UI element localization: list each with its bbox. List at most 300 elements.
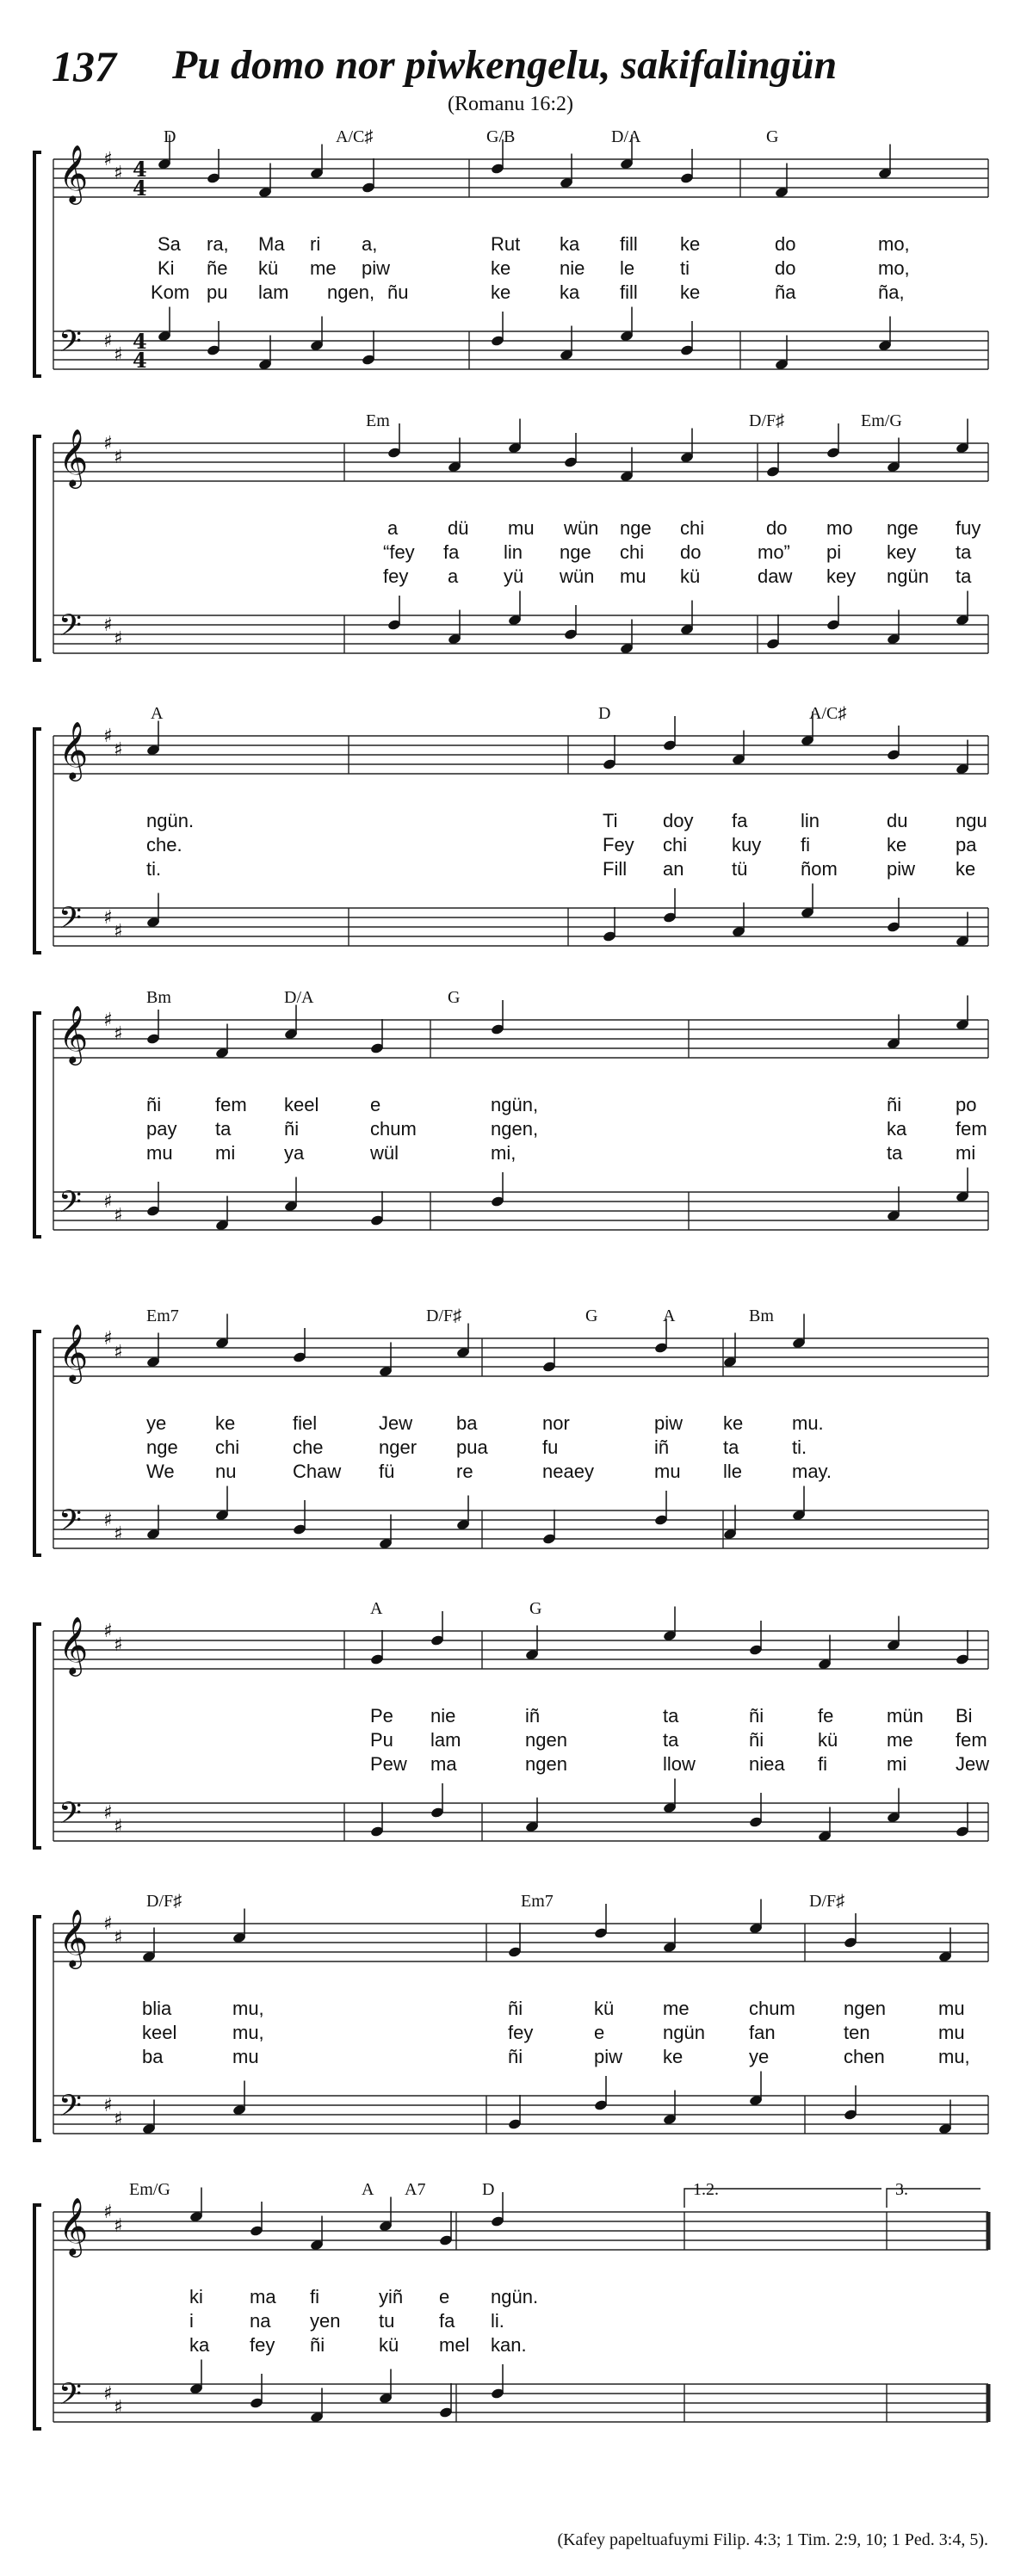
lyric-syllable: ka bbox=[189, 2334, 210, 2356]
lyric-syllable: ngen bbox=[844, 1998, 886, 2019]
key-sharp-icon: ♯ bbox=[103, 1328, 113, 1350]
lyric-syllable: lin bbox=[801, 810, 820, 831]
chord-symbol: D/A bbox=[284, 988, 314, 1007]
lyric-line-2 bbox=[0, 1436, 1033, 1459]
lyric-line-2 bbox=[0, 257, 1033, 280]
chord-symbol: A bbox=[362, 2180, 374, 2199]
lyric-syllable: mu bbox=[938, 2022, 965, 2043]
key-sharp-icon: ♯ bbox=[114, 2109, 123, 2130]
lyric-syllable: ya bbox=[284, 1142, 305, 1164]
system-5 bbox=[0, 1308, 1033, 1566]
lyric-line-2 bbox=[0, 1729, 1033, 1751]
lyric-syllable: an bbox=[663, 858, 684, 880]
lyric-syllable: ngen, bbox=[327, 281, 375, 303]
lyric-syllable: li. bbox=[491, 2310, 504, 2332]
lyric-line-3 bbox=[0, 1753, 1033, 1776]
key-sharp-icon: ♯ bbox=[103, 615, 113, 636]
bass-staff bbox=[53, 1168, 988, 1232]
lyric-syllable: tu bbox=[379, 2310, 395, 2332]
lyric-syllable: mu bbox=[620, 565, 646, 587]
scripture-reference: (Romanu 16:2) bbox=[448, 93, 573, 115]
lyric-syllable: fill bbox=[620, 233, 638, 255]
lyric-syllable: ñi bbox=[749, 1729, 764, 1751]
lyric-syllable: ke bbox=[680, 233, 701, 255]
lyric-syllable: ta bbox=[956, 541, 972, 563]
lyric-syllable: chum bbox=[749, 1998, 795, 2019]
lyric-line-1 bbox=[0, 517, 1033, 540]
system-7 bbox=[0, 1893, 1033, 2152]
lyric-syllable: ñi bbox=[508, 1998, 523, 2019]
lyric-syllable: mu. bbox=[792, 1412, 824, 1434]
lyric-syllable: chi bbox=[215, 1436, 240, 1458]
lyric-syllable: dü bbox=[448, 517, 469, 539]
key-sharp-icon: ♯ bbox=[103, 907, 113, 929]
lyric-syllable: lle bbox=[723, 1461, 743, 1482]
chord-symbol: D/F♯ bbox=[426, 1307, 462, 1325]
lyric-line-1 bbox=[0, 1705, 1033, 1727]
lyric-syllable: pua bbox=[456, 1436, 488, 1458]
lyric-syllable: ti. bbox=[146, 858, 162, 880]
lyric-syllable: fu bbox=[542, 1436, 559, 1458]
lyric-syllable: fi bbox=[801, 834, 810, 856]
lyric-syllable: a, bbox=[362, 233, 378, 255]
key-sharp-icon: ♯ bbox=[103, 433, 113, 454]
lyric-syllable: che. bbox=[146, 834, 182, 856]
lyric-syllable: iñ bbox=[525, 1705, 541, 1727]
treble-staff bbox=[53, 419, 988, 490]
lyric-syllable: ka bbox=[560, 233, 580, 255]
lyric-syllable: kuy bbox=[732, 834, 762, 856]
key-sharp-icon: ♯ bbox=[114, 1816, 123, 1838]
lyric-syllable: ba bbox=[456, 1412, 478, 1434]
lyric-syllable: a bbox=[387, 517, 399, 539]
lyric-syllable: mo bbox=[826, 517, 853, 539]
time-signature: 4 bbox=[133, 329, 147, 354]
lyric-syllable: ke bbox=[956, 858, 976, 880]
lyric-syllable: ke bbox=[491, 281, 511, 303]
lyric-syllable: ye bbox=[749, 2046, 770, 2067]
chord-symbol: A bbox=[151, 704, 164, 723]
lyric-syllable: re bbox=[456, 1461, 473, 1482]
time-signature: 4 bbox=[133, 176, 147, 201]
lyric-syllable: doy bbox=[663, 810, 694, 831]
lyric-syllable: Ki bbox=[158, 257, 175, 279]
lyric-syllable: ta bbox=[956, 565, 972, 587]
lyric-syllable: ñi bbox=[887, 1094, 902, 1115]
lyric-syllable: e bbox=[439, 2286, 450, 2307]
lyric-syllable: fem bbox=[956, 1118, 987, 1140]
chord-symbol: Em7 bbox=[146, 1307, 179, 1325]
lyric-syllable: chum bbox=[370, 1118, 417, 1140]
system-6 bbox=[0, 1601, 1033, 1859]
chord-symbol: D/F♯ bbox=[749, 411, 785, 430]
lyric-syllable: ke bbox=[215, 1412, 236, 1434]
volta-label: 1.2. bbox=[693, 2180, 719, 2199]
lyric-syllable: Pu bbox=[370, 1729, 393, 1751]
lyric-syllable: pi bbox=[826, 541, 842, 563]
lyric-syllable: fuy bbox=[956, 517, 981, 539]
lyric-syllable: mu, bbox=[232, 2022, 264, 2043]
lyric-line-3 bbox=[0, 1461, 1033, 1483]
bass-staff bbox=[53, 591, 988, 655]
lyric-syllable: a bbox=[448, 565, 459, 587]
lyric-syllable: mu, bbox=[938, 2046, 970, 2067]
lyric-syllable: mi bbox=[956, 1142, 976, 1164]
key-sharp-icon: ♯ bbox=[114, 163, 123, 184]
key-sharp-icon: ♯ bbox=[114, 344, 123, 366]
lyric-syllable: chi bbox=[620, 541, 645, 563]
chord-symbol: D bbox=[482, 2180, 495, 2199]
lyric-syllable: piw bbox=[887, 858, 916, 880]
chord-symbol: D bbox=[598, 704, 611, 723]
lyric-syllable: na bbox=[250, 2310, 271, 2332]
lyric-syllable: mi bbox=[887, 1753, 907, 1775]
treble-clef-icon: 𝄞 bbox=[59, 1908, 89, 1967]
system-4 bbox=[0, 990, 1033, 1248]
lyric-line-2 bbox=[0, 834, 1033, 856]
lyric-syllable: le bbox=[620, 257, 635, 279]
lyric-syllable: ngen bbox=[525, 1753, 567, 1775]
lyric-syllable: lam bbox=[430, 1729, 461, 1751]
lyric-syllable: fem bbox=[956, 1729, 987, 1751]
chord-symbol: G/B bbox=[486, 127, 516, 146]
lyric-syllable: pay bbox=[146, 1118, 177, 1140]
lyric-syllable: che bbox=[293, 1436, 324, 1458]
lyric-syllable: do bbox=[775, 257, 796, 279]
lyric-syllable: me bbox=[663, 1998, 690, 2019]
treble-clef-icon: 𝄞 bbox=[59, 1323, 89, 1381]
lyric-syllable: mo, bbox=[878, 233, 910, 255]
lyric-syllable: tü bbox=[732, 858, 748, 880]
lyric-syllable: nger bbox=[379, 1436, 418, 1458]
lyric-syllable: kü bbox=[818, 1729, 838, 1751]
lyric-syllable: Sa bbox=[158, 233, 181, 255]
lyric-syllable: lin bbox=[504, 541, 523, 563]
lyric-syllable: ri bbox=[310, 233, 321, 255]
key-sharp-icon: ♯ bbox=[114, 1523, 123, 1545]
lyric-syllable: Jew bbox=[956, 1753, 990, 1775]
treble-clef-icon: 𝄞 bbox=[59, 1004, 89, 1063]
lyric-syllable: ñom bbox=[801, 858, 838, 880]
lyric-syllable: Fill bbox=[603, 858, 628, 880]
chord-symbol: Em/G bbox=[129, 2180, 170, 2199]
bass-clef-icon: 𝄢 bbox=[59, 324, 83, 366]
chord-symbol: A bbox=[370, 1599, 383, 1618]
lyric-syllable: ñi bbox=[284, 1118, 300, 1140]
lyric-syllable: yü bbox=[504, 565, 524, 587]
lyric-syllable: ñi bbox=[508, 2046, 523, 2067]
hymn-number: 137 bbox=[52, 42, 116, 90]
lyric-syllable: ke bbox=[723, 1412, 744, 1434]
bass-clef-icon: 𝄢 bbox=[59, 2376, 83, 2418]
lyric-syllable: kü bbox=[379, 2334, 399, 2356]
lyric-syllable: nge bbox=[620, 517, 652, 539]
chord-symbol: Em7 bbox=[521, 1892, 554, 1911]
system-3 bbox=[0, 706, 1033, 964]
lyric-syllable: Bi bbox=[956, 1705, 973, 1727]
lyric-syllable: pa bbox=[956, 834, 977, 856]
lyric-syllable: ma bbox=[430, 1753, 457, 1775]
key-sharp-icon: ♯ bbox=[103, 726, 113, 747]
lyric-syllable: ke bbox=[491, 257, 511, 279]
lyric-syllable: yen bbox=[310, 2310, 341, 2332]
chord-symbol: D/F♯ bbox=[146, 1892, 182, 1911]
lyric-syllable: fa bbox=[732, 810, 748, 831]
lyric-syllable: ta bbox=[663, 1705, 679, 1727]
key-sharp-icon: ♯ bbox=[114, 628, 123, 650]
lyric-syllable: kan. bbox=[491, 2334, 527, 2356]
lyric-syllable: ngün. bbox=[491, 2286, 539, 2307]
lyric-syllable: “fey bbox=[383, 541, 415, 563]
key-sharp-icon: ♯ bbox=[114, 1023, 123, 1045]
key-sharp-icon: ♯ bbox=[103, 2202, 113, 2223]
lyric-line-2 bbox=[0, 541, 1033, 564]
bass-staff bbox=[53, 2072, 988, 2135]
lyric-syllable: mu, bbox=[232, 1998, 264, 2019]
chord-symbol: G bbox=[448, 988, 461, 1007]
lyric-syllable: nge bbox=[560, 541, 591, 563]
lyric-syllable: ñi bbox=[749, 1705, 764, 1727]
key-sharp-icon: ♯ bbox=[114, 1634, 123, 1656]
chord-symbol: A7 bbox=[405, 2180, 426, 2199]
lyric-syllable: Jew bbox=[379, 1412, 413, 1434]
lyric-syllable: kü bbox=[594, 1998, 615, 2019]
key-sharp-icon: ♯ bbox=[103, 2095, 113, 2116]
lyric-syllable: mün bbox=[887, 1705, 924, 1727]
lyric-syllable: llow bbox=[663, 1753, 696, 1775]
chord-symbol: A/C♯ bbox=[809, 704, 847, 723]
treble-staff bbox=[53, 135, 988, 206]
lyric-syllable: ki bbox=[189, 2286, 203, 2307]
lyric-line-3 bbox=[0, 2046, 1033, 2068]
lyric-line-1 bbox=[0, 233, 1033, 256]
key-sharp-icon: ♯ bbox=[114, 1205, 123, 1226]
treble-staff bbox=[53, 2188, 988, 2258]
lyric-syllable: e bbox=[594, 2022, 605, 2043]
lyric-syllable: Pe bbox=[370, 1705, 393, 1727]
lyric-syllable: fey bbox=[383, 565, 409, 587]
system-2 bbox=[0, 413, 1033, 671]
lyric-syllable: fiel bbox=[293, 1412, 318, 1434]
lyric-syllable: ña, bbox=[878, 281, 905, 303]
lyric-syllable: blia bbox=[142, 1998, 172, 2019]
lyric-line-3 bbox=[0, 565, 1033, 588]
lyric-line-3 bbox=[0, 281, 1033, 304]
key-sharp-icon: ♯ bbox=[114, 447, 123, 468]
chord-symbol: Bm bbox=[749, 1307, 774, 1325]
chord-symbol: Em/G bbox=[861, 411, 902, 430]
lyric-syllable: keel bbox=[284, 1094, 319, 1115]
lyric-line-3 bbox=[0, 1142, 1033, 1164]
key-sharp-icon: ♯ bbox=[103, 1913, 113, 1935]
lyric-syllable: chen bbox=[844, 2046, 885, 2067]
lyric-syllable: chi bbox=[663, 834, 688, 856]
treble-clef-icon: 𝄞 bbox=[59, 720, 89, 779]
lyric-syllable: i bbox=[189, 2310, 194, 2332]
treble-staff bbox=[53, 712, 988, 782]
key-sharp-icon: ♯ bbox=[114, 2215, 123, 2237]
lyric-line-1 bbox=[0, 1094, 1033, 1116]
lyric-syllable: fi bbox=[310, 2286, 319, 2307]
lyric-syllable: mi bbox=[215, 1142, 236, 1164]
lyric-syllable: mu bbox=[146, 1142, 173, 1164]
key-sharp-icon: ♯ bbox=[103, 1010, 113, 1031]
lyric-syllable: ke bbox=[887, 834, 907, 856]
lyric-syllable: wül bbox=[370, 1142, 399, 1164]
bass-clef-icon: 𝄢 bbox=[59, 2088, 83, 2130]
lyric-syllable: do bbox=[680, 541, 702, 563]
lyric-syllable: fa bbox=[443, 541, 460, 563]
lyric-syllable: ñu bbox=[387, 281, 409, 303]
bass-clef-icon: 𝄢 bbox=[59, 1503, 83, 1545]
bass-clef-icon: 𝄢 bbox=[59, 900, 83, 942]
key-sharp-icon: ♯ bbox=[114, 1927, 123, 1949]
lyric-syllable: wün bbox=[564, 517, 599, 539]
key-sharp-icon: ♯ bbox=[103, 1191, 113, 1213]
lyric-syllable: piw bbox=[594, 2046, 623, 2067]
footnote: (Kafey papeltuafuymi Filip. 4:3; 1 Tim. 2:9, 10; 1 Ped. 3:4, 5). bbox=[557, 2530, 988, 2549]
lyric-syllable: We bbox=[146, 1461, 175, 1482]
key-sharp-icon: ♯ bbox=[103, 1621, 113, 1642]
lyric-syllable: wün bbox=[560, 565, 595, 587]
lyric-syllable: ta bbox=[215, 1118, 232, 1140]
bass-clef-icon: 𝄢 bbox=[59, 1795, 83, 1838]
key-sharp-icon: ♯ bbox=[103, 330, 113, 352]
lyric-syllable: ye bbox=[146, 1412, 167, 1434]
system-1 bbox=[0, 129, 1033, 387]
lyric-syllable: ke bbox=[680, 281, 701, 303]
treble-clef-icon: 𝄞 bbox=[59, 144, 89, 202]
lyric-syllable: ñi bbox=[310, 2334, 325, 2356]
lyric-syllable: fan bbox=[749, 2022, 776, 2043]
lyric-syllable: mo, bbox=[878, 257, 910, 279]
treble-clef-icon: 𝄞 bbox=[59, 2196, 89, 2255]
lyric-syllable: Pew bbox=[370, 1753, 407, 1775]
lyric-syllable: mi, bbox=[491, 1142, 516, 1164]
lyric-syllable: kü bbox=[680, 565, 701, 587]
lyric-syllable: fill bbox=[620, 281, 638, 303]
lyric-syllable: ka bbox=[887, 1118, 907, 1140]
chord-symbol: G bbox=[766, 127, 779, 146]
lyric-line-2 bbox=[0, 2022, 1033, 2044]
lyric-syllable: piw bbox=[654, 1412, 684, 1434]
lyric-syllable: Ti bbox=[603, 810, 618, 831]
lyric-syllable: fem bbox=[215, 1094, 247, 1115]
chord-symbol: D bbox=[164, 127, 176, 146]
lyric-line-3 bbox=[0, 2334, 1033, 2357]
lyric-syllable: iñ bbox=[654, 1436, 670, 1458]
lyric-syllable: ma bbox=[250, 2286, 276, 2307]
lyric-syllable: e bbox=[370, 1094, 381, 1115]
bass-staff bbox=[53, 1779, 988, 1843]
lyric-line-1 bbox=[0, 1412, 1033, 1435]
lyric-syllable: fey bbox=[508, 2022, 534, 2043]
lyric-syllable: fa bbox=[439, 2310, 455, 2332]
lyric-syllable: key bbox=[826, 565, 857, 587]
key-sharp-icon: ♯ bbox=[114, 1342, 123, 1363]
chord-symbol: D/F♯ bbox=[809, 1892, 845, 1911]
chord-symbol: G bbox=[585, 1307, 598, 1325]
lyric-syllable: ngün bbox=[663, 2022, 705, 2043]
key-sharp-icon: ♯ bbox=[103, 149, 113, 170]
lyric-syllable: piw bbox=[362, 257, 391, 279]
lyric-syllable: Ma bbox=[258, 233, 285, 255]
lyric-line-3 bbox=[0, 858, 1033, 880]
lyric-syllable: ngu bbox=[956, 810, 987, 831]
lyric-syllable: mel bbox=[439, 2334, 470, 2356]
lyric-syllable: Fey bbox=[603, 834, 634, 856]
lyric-syllable: fü bbox=[379, 1461, 395, 1482]
lyric-syllable: nge bbox=[146, 1436, 178, 1458]
lyric-syllable: do bbox=[766, 517, 788, 539]
treble-clef-icon: 𝄞 bbox=[59, 428, 89, 486]
lyric-syllable: chi bbox=[680, 517, 705, 539]
lyric-syllable: ñe bbox=[207, 257, 228, 279]
bass-staff bbox=[53, 307, 988, 374]
bass-clef-icon: 𝄢 bbox=[59, 608, 83, 650]
chord-symbol: G bbox=[529, 1599, 542, 1618]
lyric-syllable: Chaw bbox=[293, 1461, 342, 1482]
lyric-syllable: Rut bbox=[491, 233, 521, 255]
lyric-syllable: ti. bbox=[792, 1436, 807, 1458]
treble-staff bbox=[53, 996, 988, 1066]
lyric-syllable: nge bbox=[887, 517, 919, 539]
lyric-syllable: nor bbox=[542, 1412, 570, 1434]
lyric-syllable: ke bbox=[663, 2046, 684, 2067]
lyric-syllable: ba bbox=[142, 2046, 164, 2067]
key-sharp-icon: ♯ bbox=[114, 921, 123, 942]
treble-staff bbox=[53, 1314, 988, 1385]
key-sharp-icon: ♯ bbox=[103, 1802, 113, 1824]
lyric-syllable: do bbox=[775, 233, 796, 255]
lyric-syllable: may. bbox=[792, 1461, 832, 1482]
lyric-syllable: pu bbox=[207, 281, 228, 303]
lyric-syllable: Kom bbox=[151, 281, 190, 303]
lyric-syllable: ra, bbox=[207, 233, 229, 255]
lyric-syllable: keel bbox=[142, 2022, 177, 2043]
key-sharp-icon: ♯ bbox=[103, 2383, 113, 2405]
chord-symbol: Em bbox=[366, 411, 390, 430]
lyric-line-2 bbox=[0, 2310, 1033, 2332]
lyric-syllable: mu bbox=[232, 2046, 259, 2067]
lyric-syllable: key bbox=[887, 541, 917, 563]
lyric-syllable: ka bbox=[560, 281, 580, 303]
chord-symbol: D/A bbox=[611, 127, 641, 146]
lyric-syllable: me bbox=[887, 1729, 913, 1751]
lyric-line-1 bbox=[0, 2286, 1033, 2308]
lyric-syllable: ngen bbox=[525, 1729, 567, 1751]
lyric-syllable: du bbox=[887, 810, 908, 831]
lyric-line-2 bbox=[0, 1118, 1033, 1140]
lyric-syllable: nie bbox=[560, 257, 585, 279]
lyric-syllable: fi bbox=[818, 1753, 827, 1775]
lyric-syllable: po bbox=[956, 1094, 977, 1115]
lyric-syllable: lam bbox=[258, 281, 289, 303]
time-signature: 4 bbox=[133, 157, 147, 182]
lyric-syllable: fey bbox=[250, 2334, 275, 2356]
hymn-title: Pu domo nor piwkengelu, sakifalingün bbox=[172, 42, 838, 88]
treble-clef-icon: 𝄞 bbox=[59, 1615, 89, 1674]
bass-clef-icon: 𝄢 bbox=[59, 1184, 83, 1226]
time-signature: 4 bbox=[133, 348, 147, 373]
lyric-syllable: mu bbox=[938, 1998, 965, 2019]
chord-symbol: Bm bbox=[146, 988, 171, 1007]
lyric-syllable: mu bbox=[508, 517, 535, 539]
lyric-syllable: ñi bbox=[146, 1094, 162, 1115]
key-sharp-icon: ♯ bbox=[114, 2397, 123, 2418]
lyric-syllable: neaey bbox=[542, 1461, 594, 1482]
lyric-syllable: ti bbox=[680, 257, 690, 279]
